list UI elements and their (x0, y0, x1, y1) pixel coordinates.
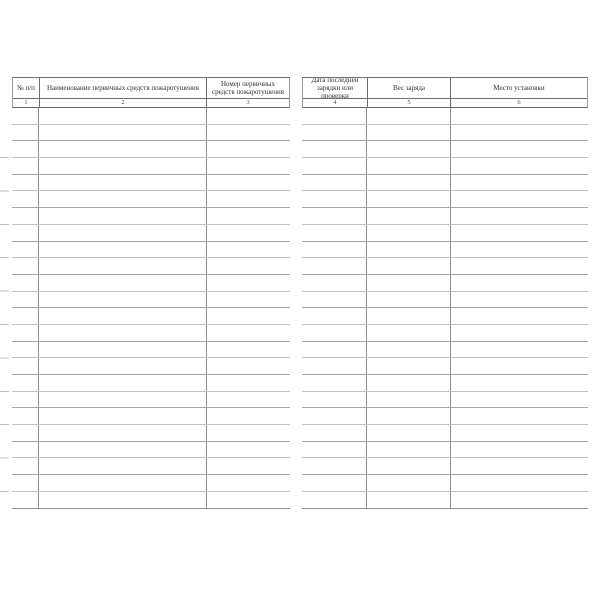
column-index: 1 (24, 99, 28, 106)
table-cell-empty (12, 442, 39, 458)
table-row (12, 125, 290, 142)
table-header-indices (13, 99, 289, 107)
table-cell-empty (367, 108, 451, 124)
table-row (302, 442, 588, 459)
table-cell-empty (302, 325, 367, 341)
table-cell-empty (302, 358, 367, 374)
table-cell-empty (207, 308, 290, 324)
table-cell-empty (302, 141, 367, 157)
table-cell-empty (12, 458, 39, 474)
table-row (302, 375, 588, 392)
table-cell-empty (451, 175, 588, 191)
table-cell-empty (451, 392, 588, 408)
table-cell-empty (207, 275, 290, 291)
table-cell-empty (302, 108, 367, 124)
column-header-charge-weight: Вес заряда (367, 78, 450, 98)
table-row (302, 258, 588, 275)
table-cell-empty (451, 408, 588, 424)
table-cell-empty (12, 358, 39, 374)
table-cell-empty (39, 225, 207, 241)
table-cell-empty (367, 158, 451, 174)
table-cell-empty (302, 408, 367, 424)
table-cell-empty (367, 442, 451, 458)
table-cell-empty (207, 158, 290, 174)
table-cell-empty (207, 225, 290, 241)
table-row (12, 342, 290, 359)
table-row (302, 125, 588, 142)
table-cell-empty (367, 292, 451, 308)
table-cell-empty (302, 175, 367, 191)
table-row (12, 425, 290, 442)
table-row (12, 258, 290, 275)
table-cell-empty (12, 258, 39, 274)
column-index: 4 (333, 99, 337, 106)
table-cell-empty (451, 292, 588, 308)
table-cell-empty (12, 208, 39, 224)
table-cell-empty (367, 392, 451, 408)
table-cell-empty (302, 492, 367, 508)
table-header (12, 77, 290, 108)
table-cell-empty (207, 492, 290, 508)
table-cell-empty (207, 475, 290, 491)
table-cell-empty (39, 275, 207, 291)
column-header-equipment-name: Наименование первичных средств пожаротушения (39, 78, 206, 98)
table-cell-empty (207, 342, 290, 358)
table-cell-empty (207, 325, 290, 341)
table-cell-empty (302, 375, 367, 391)
table-row (12, 442, 290, 459)
table-cell-empty (302, 208, 367, 224)
table-cell-empty (207, 408, 290, 424)
table-cell-empty (39, 292, 207, 308)
table-row (302, 292, 588, 309)
table-cell-empty (302, 225, 367, 241)
table-cell-empty (367, 492, 451, 508)
column-header-equipment-id: Номер первичных средств пожаротушения (206, 78, 289, 98)
table-cell-empty (302, 258, 367, 274)
table-cell-empty (39, 242, 207, 258)
table-cell-empty (39, 108, 207, 124)
table-cell-empty (451, 325, 588, 341)
table-cell-empty (367, 125, 451, 141)
table-cell-empty (302, 242, 367, 258)
table-cell-empty (367, 375, 451, 391)
table-row (302, 408, 588, 425)
table-cell-empty (302, 308, 367, 324)
table-row (12, 358, 290, 375)
table-row (302, 158, 588, 175)
table-cell-empty (207, 208, 290, 224)
table-cell-empty (207, 292, 290, 308)
page-edge-row-lines (0, 157, 9, 492)
table-cell-empty (207, 358, 290, 374)
table-row (302, 358, 588, 375)
table-cell-empty (39, 325, 207, 341)
fire-equipment-table-right (302, 77, 588, 509)
table-row (12, 308, 290, 325)
table-cell-empty (451, 158, 588, 174)
table-row (302, 275, 588, 292)
table-cell-empty (12, 225, 39, 241)
table-row (302, 191, 588, 208)
table-row (302, 458, 588, 475)
column-index: 3 (206, 99, 289, 107)
table-cell-empty (12, 492, 39, 508)
table-cell-empty (302, 125, 367, 141)
table-cell-empty (302, 425, 367, 441)
column-index: 2 (39, 99, 206, 107)
table-cell-empty (12, 125, 39, 141)
table-cell-empty (367, 358, 451, 374)
table-cell-empty (302, 342, 367, 358)
table-cell-empty (39, 125, 207, 141)
table-cell-empty (12, 275, 39, 291)
table-cell-empty (451, 458, 588, 474)
table-cell-empty (451, 442, 588, 458)
table-cell-empty (207, 191, 290, 207)
table-cell-empty (451, 475, 588, 491)
table-cell-empty (12, 325, 39, 341)
table-cell-empty (451, 208, 588, 224)
table-cell-empty (39, 208, 207, 224)
table-row (12, 108, 290, 125)
table-cell-empty (207, 458, 290, 474)
table-cell-empty (367, 342, 451, 358)
table-cell-empty (451, 225, 588, 241)
table-row (12, 275, 290, 292)
table-cell-empty (39, 175, 207, 191)
column-header-number-in-order: № п/п (17, 84, 35, 92)
table-header-titles (13, 78, 289, 99)
table-row (12, 208, 290, 225)
table-cell-empty (39, 258, 207, 274)
table-cell-empty (451, 275, 588, 291)
table-cell-empty (12, 392, 39, 408)
table-cell-empty (207, 425, 290, 441)
table-cell-empty (39, 492, 207, 508)
column-header-last-charge-date: Дата последней зарядки или проверки (311, 78, 359, 98)
table-cell-empty (39, 358, 207, 374)
table-cell-empty (207, 242, 290, 258)
fire-equipment-table-left (12, 77, 290, 509)
table-cell-empty (39, 158, 207, 174)
table-row (302, 208, 588, 225)
table-row (12, 375, 290, 392)
table-cell-empty (302, 458, 367, 474)
table-cell-empty (39, 425, 207, 441)
table-cell-empty (302, 392, 367, 408)
column-header-installation-place: Место установки (450, 78, 587, 98)
table-row (12, 392, 290, 409)
table-cell-empty (12, 425, 39, 441)
table-cell-empty (302, 292, 367, 308)
table-cell-empty (367, 141, 451, 157)
table-row (12, 408, 290, 425)
table-cell-empty (302, 191, 367, 207)
table-cell-empty (367, 258, 451, 274)
table-header-indices (303, 99, 587, 107)
table-row (12, 325, 290, 342)
table-cell-empty (207, 442, 290, 458)
table-row (302, 308, 588, 325)
table-row (12, 475, 290, 492)
table-cell-empty (207, 125, 290, 141)
table-cell-empty (12, 375, 39, 391)
table-row (12, 158, 290, 175)
table-cell-empty (12, 308, 39, 324)
table-cell-empty (207, 175, 290, 191)
table-cell-empty (451, 492, 588, 508)
table-cell-empty (367, 275, 451, 291)
table-row (302, 392, 588, 409)
table-row (302, 108, 588, 125)
table-body (12, 108, 290, 509)
table-row (12, 141, 290, 158)
table-row (302, 425, 588, 442)
table-cell-empty (451, 375, 588, 391)
table-cell-empty (451, 141, 588, 157)
table-cell-empty (12, 292, 39, 308)
table-cell-empty (12, 158, 39, 174)
table-row (302, 342, 588, 359)
table-cell-empty (207, 108, 290, 124)
column-index: 6 (450, 99, 587, 107)
table-cell-empty (12, 408, 39, 424)
table-cell-empty (39, 375, 207, 391)
table-row (12, 191, 290, 208)
table-cell-empty (12, 242, 39, 258)
table-cell-empty (39, 308, 207, 324)
column-index: 5 (367, 99, 450, 107)
table-row (12, 242, 290, 259)
table-cell-empty (302, 158, 367, 174)
table-cell-empty (39, 475, 207, 491)
table-row (12, 225, 290, 242)
table-cell-empty (367, 175, 451, 191)
table-cell-empty (302, 475, 367, 491)
table-cell-empty (367, 242, 451, 258)
table-cell-empty (367, 408, 451, 424)
table-cell-empty (367, 425, 451, 441)
table-cell-empty (39, 458, 207, 474)
table-cell-empty (207, 392, 290, 408)
table-cell-empty (12, 475, 39, 491)
table-cell-empty (451, 425, 588, 441)
table-row (302, 475, 588, 492)
table-cell-empty (367, 325, 451, 341)
table-cell-empty (12, 141, 39, 157)
table-cell-empty (302, 275, 367, 291)
table-cell-empty (39, 191, 207, 207)
table-cell-empty (451, 308, 588, 324)
table-cell-empty (367, 225, 451, 241)
table-cell-empty (12, 175, 39, 191)
table-body (302, 108, 588, 509)
table-cell-empty (39, 442, 207, 458)
table-cell-empty (39, 141, 207, 157)
table-cell-empty (451, 242, 588, 258)
table-row (302, 225, 588, 242)
table-cell-empty (367, 458, 451, 474)
table-cell-empty (207, 258, 290, 274)
table-row (12, 292, 290, 309)
table-cell-empty (12, 191, 39, 207)
table-cell-empty (451, 191, 588, 207)
table-cell-empty (367, 308, 451, 324)
table-cell-empty (451, 108, 588, 124)
table-cell-empty (367, 208, 451, 224)
table-cell-empty (12, 342, 39, 358)
table-cell-empty (12, 108, 39, 124)
table-row (12, 458, 290, 475)
table-row (302, 325, 588, 342)
table-cell-empty (39, 342, 207, 358)
table-cell-empty (451, 125, 588, 141)
table-cell-empty (302, 442, 367, 458)
table-row (302, 175, 588, 192)
table-cell-empty (39, 392, 207, 408)
table-header (302, 77, 588, 108)
table-row (302, 242, 588, 259)
table-cell-empty (207, 141, 290, 157)
table-header-titles (303, 78, 587, 99)
table-row (302, 141, 588, 158)
table-cell-empty (367, 191, 451, 207)
table-row (12, 492, 290, 509)
table-row (302, 492, 588, 509)
table-cell-empty (451, 358, 588, 374)
table-cell-empty (207, 375, 290, 391)
table-row (12, 175, 290, 192)
table-cell-empty (367, 475, 451, 491)
table-cell-empty (451, 258, 588, 274)
table-cell-empty (39, 408, 207, 424)
table-cell-empty (451, 342, 588, 358)
